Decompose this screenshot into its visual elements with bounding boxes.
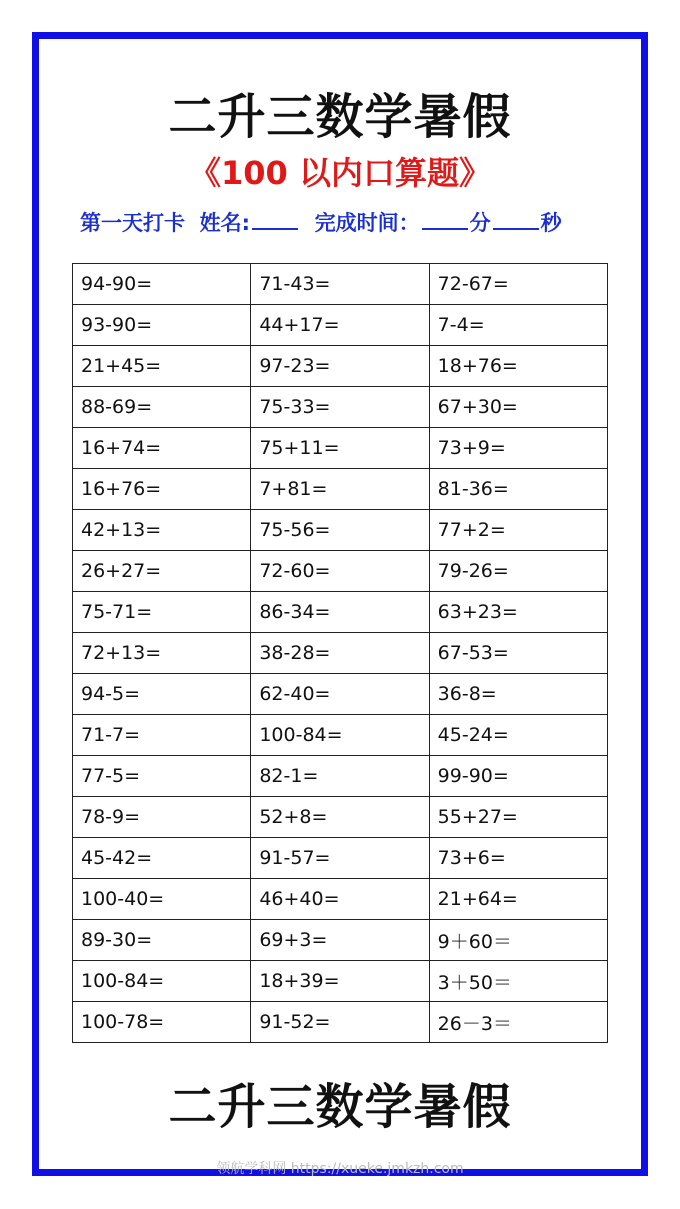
- time-label: 完成时间：: [314, 211, 420, 235]
- problem-cell: 42+13=: [73, 510, 251, 551]
- table-row: [73, 592, 608, 633]
- problem-cell: 94-5=: [73, 674, 251, 715]
- table-row: [73, 387, 608, 428]
- problem-cell: 18+76=: [429, 346, 607, 387]
- checkin-label: 第一天打卡: [80, 211, 185, 235]
- table-row: [73, 551, 608, 592]
- problem-cell: 100-84=: [73, 961, 251, 1002]
- problem-cell: 77-5=: [73, 756, 251, 797]
- problem-cell: 77+2=: [429, 510, 607, 551]
- problem-cell: 36-8=: [429, 674, 607, 715]
- table-row: [73, 838, 608, 879]
- problem-cell: 71-7=: [73, 715, 251, 756]
- problem-cell: 26－3＝: [429, 1002, 607, 1043]
- watermark-text: 领航学科网 https://xueke.jmkzh.com: [216, 1161, 464, 1177]
- problem-cell: 73+6=: [429, 838, 607, 879]
- problem-cell: 78-9=: [73, 797, 251, 838]
- table-row: [73, 469, 608, 510]
- problem-table: [72, 263, 608, 1043]
- problem-cell: 62-40=: [251, 674, 429, 715]
- problem-cell: 86-34=: [251, 592, 429, 633]
- problem-cell: 21+45=: [73, 346, 251, 387]
- problem-cell: 94-90=: [73, 264, 251, 305]
- minute-label: 分: [469, 211, 491, 235]
- problem-cell: 38-28=: [251, 633, 429, 674]
- problem-cell: 72-67=: [429, 264, 607, 305]
- problem-cell: 7-4=: [429, 305, 607, 346]
- problem-cell: 100-84=: [251, 715, 429, 756]
- second-blank[interactable]: [493, 206, 539, 230]
- problem-cell: 46+40=: [251, 879, 429, 920]
- problem-cell: 93-90=: [73, 305, 251, 346]
- problem-cell: 81-36=: [429, 469, 607, 510]
- problem-cell: 99-90=: [429, 756, 607, 797]
- table-row: [73, 346, 608, 387]
- problem-cell: 72+13=: [73, 633, 251, 674]
- problem-cell: 3＋50＝: [429, 961, 607, 1002]
- problem-cell: 91-57=: [251, 838, 429, 879]
- checkin-line: [80, 206, 620, 237]
- problem-cell: 97-23=: [251, 346, 429, 387]
- problem-cell: 75-33=: [251, 387, 429, 428]
- problem-cell: 7+81=: [251, 469, 429, 510]
- table-row: [73, 715, 608, 756]
- table-row: [73, 510, 608, 551]
- problem-cell: 16+76=: [73, 469, 251, 510]
- problem-cell: 52+8=: [251, 797, 429, 838]
- bottom-title: 二升三数学暑假: [168, 1079, 512, 1135]
- problem-cell: 63+23=: [429, 592, 607, 633]
- second-label: 秒: [540, 211, 562, 235]
- problem-cell: 82-1=: [251, 756, 429, 797]
- problem-cell: 26+27=: [73, 551, 251, 592]
- problem-cell: 91-52=: [251, 1002, 429, 1043]
- table-row: [73, 674, 608, 715]
- problem-cell: 45-42=: [73, 838, 251, 879]
- table-row: [73, 1002, 608, 1043]
- problem-cell: 72-60=: [251, 551, 429, 592]
- name-label: 姓名:: [199, 211, 251, 235]
- problem-cell: 67-53=: [429, 633, 607, 674]
- problem-cell: 69+3=: [251, 920, 429, 961]
- problem-cell: 18+39=: [251, 961, 429, 1002]
- problem-cell: 44+17=: [251, 305, 429, 346]
- table-row: [73, 961, 608, 1002]
- name-blank[interactable]: [252, 206, 298, 230]
- table-row: [73, 305, 608, 346]
- problem-cell: 100-78=: [73, 1002, 251, 1043]
- problem-cell: 73+9=: [429, 428, 607, 469]
- minute-blank[interactable]: [422, 206, 468, 230]
- problem-cell: 45-24=: [429, 715, 607, 756]
- problem-cell: 21+64=: [429, 879, 607, 920]
- table-row: [73, 797, 608, 838]
- problem-cell: 89-30=: [73, 920, 251, 961]
- problem-cell: 75-71=: [73, 592, 251, 633]
- table-row: [73, 879, 608, 920]
- problem-cell: 67+30=: [429, 387, 607, 428]
- table-row: [73, 428, 608, 469]
- problem-cell: 9＋60＝: [429, 920, 607, 961]
- table-row: [73, 264, 608, 305]
- page-title: 二升三数学暑假: [168, 89, 512, 145]
- table-row: [73, 633, 608, 674]
- problem-cell: 55+27=: [429, 797, 607, 838]
- problem-cell: 71-43=: [251, 264, 429, 305]
- table-row: [73, 920, 608, 961]
- table-row: [73, 756, 608, 797]
- problem-table-body: [73, 264, 608, 1043]
- problem-cell: 16+74=: [73, 428, 251, 469]
- problem-cell: 100-40=: [73, 879, 251, 920]
- problem-cell: 75+11=: [251, 428, 429, 469]
- problem-cell: 88-69=: [73, 387, 251, 428]
- problem-cell: 79-26=: [429, 551, 607, 592]
- page-subtitle: 《100 以内口算题》: [189, 154, 491, 192]
- problem-cell: 75-56=: [251, 510, 429, 551]
